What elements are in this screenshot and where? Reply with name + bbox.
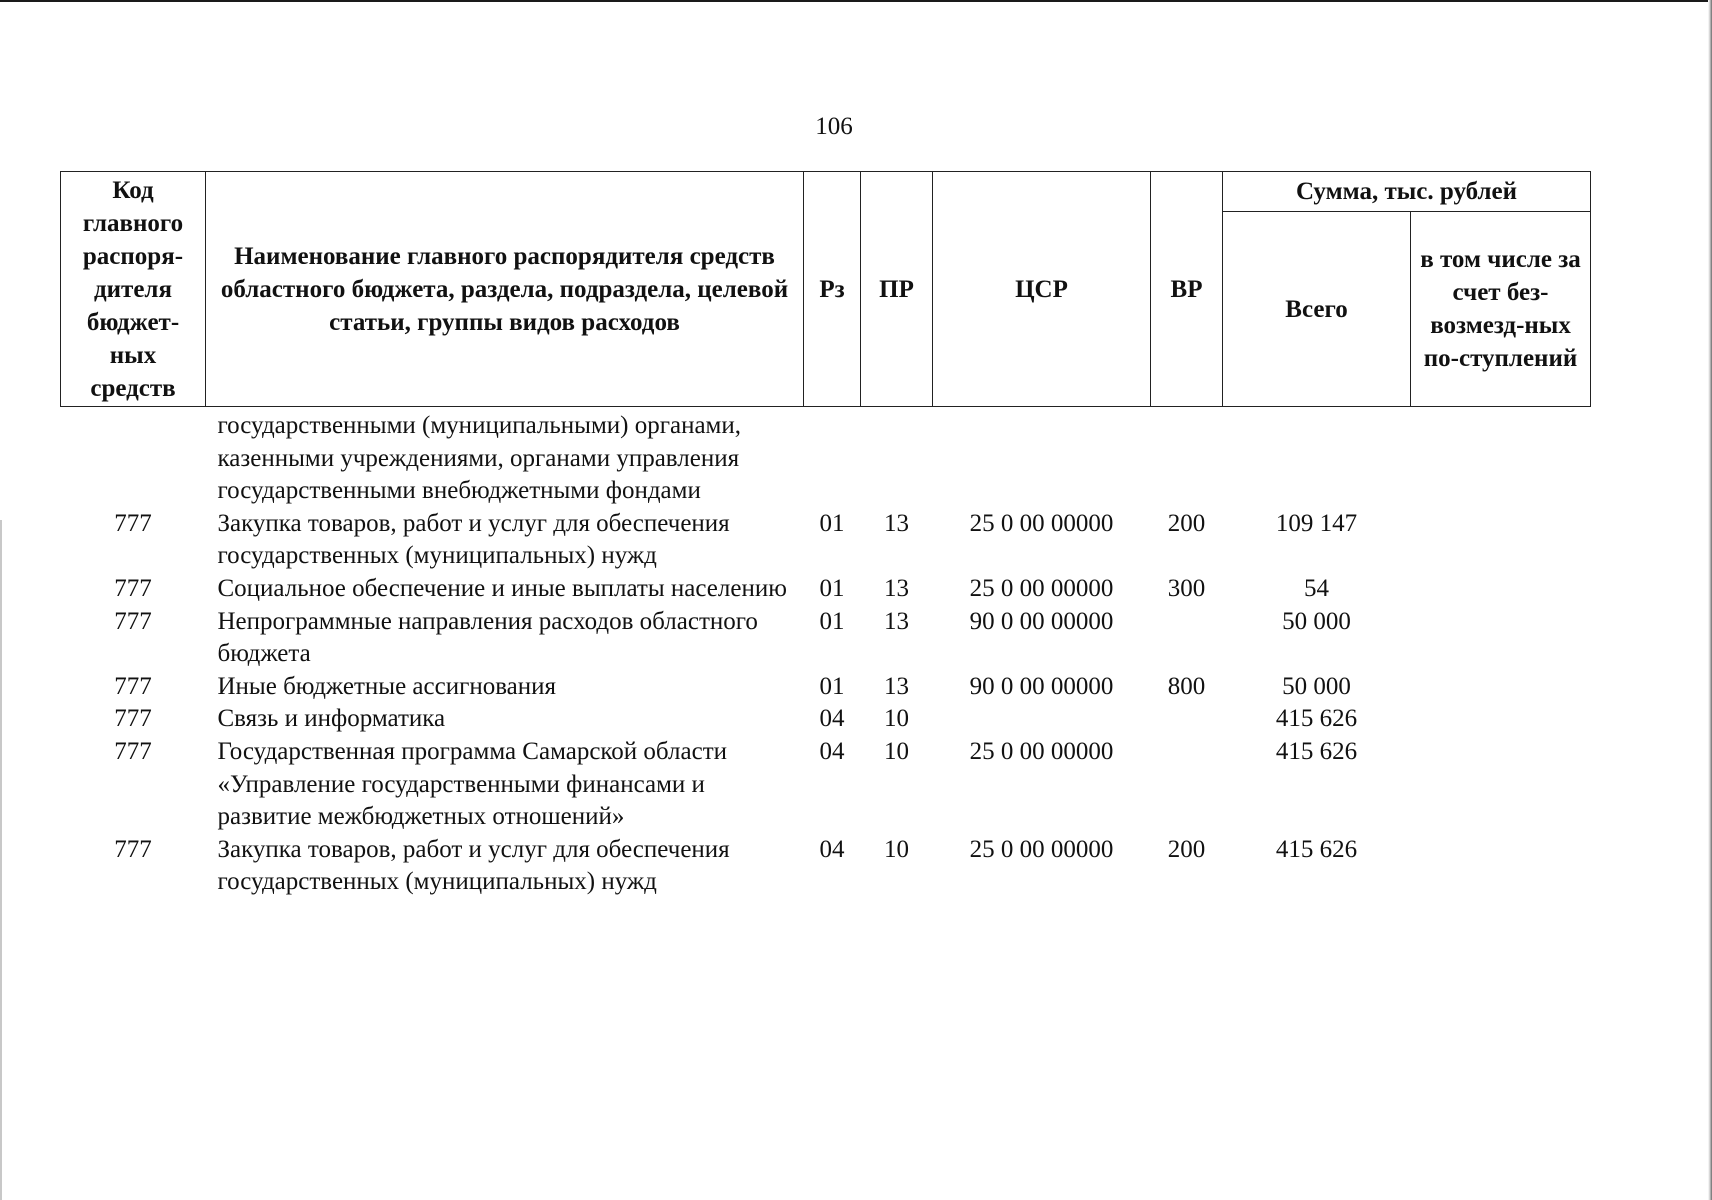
cell-pr: 13 bbox=[884, 607, 909, 635]
cell-name: Государственная программа Самарской области «Управление государственными финансами и развитие межбюджетных отношений» bbox=[217, 737, 727, 831]
cell-csr: 90 0 00 00000 bbox=[969, 607, 1114, 635]
cell-csr bbox=[933, 703, 1151, 736]
cell-code: 777 bbox=[114, 574, 152, 602]
cell-name: Закупка товаров, работ и услуг для обеспечения государственных (муниципальных) нужд bbox=[217, 509, 730, 570]
cell-total: 415 626 bbox=[1275, 835, 1358, 863]
header-sum-group-label: Сумма, тыс. рублей bbox=[1295, 178, 1518, 205]
header-total-label: Всего bbox=[1285, 295, 1348, 323]
cell-vr: 200 bbox=[1167, 835, 1206, 863]
cell-total: 50 000 bbox=[1282, 672, 1351, 700]
header-sum-group bbox=[1223, 172, 1591, 212]
cell-pr bbox=[861, 407, 933, 508]
cell-total: 54 bbox=[1304, 574, 1329, 602]
cell-free bbox=[1411, 834, 1591, 899]
cell-csr: 90 0 00 00000 bbox=[969, 672, 1114, 700]
page-number: 106 bbox=[815, 113, 853, 140]
cell-pr: 10 bbox=[884, 835, 909, 863]
cell-total: 415 626 bbox=[1275, 737, 1358, 765]
table-row bbox=[61, 671, 1591, 704]
cell-pr: 13 bbox=[884, 574, 909, 602]
header-pr-label: ПР bbox=[879, 275, 914, 303]
cell-free bbox=[1411, 703, 1591, 736]
cell-free bbox=[1411, 407, 1591, 508]
scan-edge-right bbox=[1708, 0, 1712, 1200]
header-free bbox=[1411, 212, 1591, 407]
cell-name: государственными (муниципальными) органами, казенными учреждениями, органами управления государственными внебюджетными фондами bbox=[217, 412, 741, 505]
cell-code: 777 bbox=[114, 607, 152, 635]
table-row bbox=[61, 606, 1591, 671]
header-csr bbox=[933, 172, 1151, 407]
table-row bbox=[61, 407, 1591, 508]
table-header bbox=[61, 172, 1591, 407]
cell-pr: 10 bbox=[884, 705, 909, 733]
cell-total: 415 626 bbox=[1275, 705, 1358, 733]
header-total bbox=[1223, 212, 1411, 407]
scan-edge-left bbox=[0, 520, 2, 1200]
header-free-label: в том числе за счет без-возмезд-ных по-ступлений bbox=[1420, 246, 1581, 372]
cell-code: 777 bbox=[114, 835, 152, 863]
cell-vr bbox=[1151, 736, 1223, 834]
cell-code: 777 bbox=[114, 737, 152, 765]
header-code bbox=[61, 172, 206, 407]
cell-rz: 04 bbox=[819, 835, 845, 863]
header-pr bbox=[861, 172, 933, 407]
cell-code: 777 bbox=[114, 705, 152, 733]
cell-name: Иные бюджетные ассигнования bbox=[217, 672, 557, 700]
header-rz-label: Рз bbox=[819, 275, 845, 303]
table-row bbox=[61, 508, 1591, 573]
cell-rz: 04 bbox=[819, 737, 845, 765]
cell-name: Связь и информатика bbox=[217, 705, 446, 733]
cell-rz bbox=[804, 407, 861, 508]
budget-table bbox=[60, 171, 1591, 899]
header-name-label: Наименование главного распорядителя средств областного бюджета, раздела, подраздела, целевой статьи, группы видов расходов bbox=[220, 242, 789, 336]
cell-free bbox=[1411, 671, 1591, 704]
cell-rz: 01 bbox=[819, 574, 845, 602]
cell-name: Непрограммные направления расходов областного бюджета bbox=[217, 607, 758, 668]
scan-edge-top bbox=[0, 0, 1712, 2]
cell-csr bbox=[933, 407, 1151, 508]
cell-csr: 25 0 00 00000 bbox=[969, 737, 1114, 765]
cell-rz: 01 bbox=[819, 607, 845, 635]
cell-free bbox=[1411, 508, 1591, 573]
cell-total: 109 147 bbox=[1275, 509, 1358, 537]
cell-vr: 300 bbox=[1167, 574, 1206, 602]
cell-rz: 01 bbox=[819, 672, 845, 700]
cell-csr: 25 0 00 00000 bbox=[969, 574, 1114, 602]
cell-csr: 25 0 00 00000 bbox=[969, 835, 1114, 863]
table-row bbox=[61, 703, 1591, 736]
cell-free bbox=[1411, 573, 1591, 606]
cell-pr: 13 bbox=[884, 672, 909, 700]
cell-pr: 13 bbox=[884, 509, 909, 537]
header-rz bbox=[804, 172, 861, 407]
cell-csr: 25 0 00 00000 bbox=[969, 509, 1114, 537]
cell-rz: 01 bbox=[819, 509, 845, 537]
cell-free bbox=[1411, 736, 1591, 834]
table-body bbox=[61, 407, 1591, 899]
cell-code: 777 bbox=[114, 672, 152, 700]
cell-code: 777 bbox=[114, 509, 152, 537]
table-row bbox=[61, 736, 1591, 834]
cell-total bbox=[1223, 407, 1411, 508]
header-csr-label: ЦСР bbox=[1015, 275, 1068, 303]
header-vr-label: ВР bbox=[1170, 275, 1203, 303]
header-vr bbox=[1151, 172, 1223, 407]
cell-name: Закупка товаров, работ и услуг для обеспечения государственных (муниципальных) нужд bbox=[217, 835, 730, 896]
cell-vr bbox=[1151, 703, 1223, 736]
cell-total: 50 000 bbox=[1282, 607, 1351, 635]
cell-name: Социальное обеспечение и иные выплаты населению bbox=[217, 574, 787, 602]
table-row bbox=[61, 573, 1591, 606]
cell-code bbox=[61, 407, 206, 508]
cell-free bbox=[1411, 606, 1591, 671]
cell-vr bbox=[1151, 606, 1223, 671]
cell-vr: 200 bbox=[1167, 509, 1206, 537]
cell-vr bbox=[1151, 407, 1223, 508]
header-name bbox=[206, 172, 804, 407]
cell-rz: 04 bbox=[819, 705, 845, 733]
header-code-label: Код главного распоря-дителя бюджет-ных средств bbox=[82, 176, 184, 402]
cell-pr: 10 bbox=[884, 737, 909, 765]
table-row bbox=[61, 834, 1591, 899]
cell-vr: 800 bbox=[1167, 672, 1206, 700]
